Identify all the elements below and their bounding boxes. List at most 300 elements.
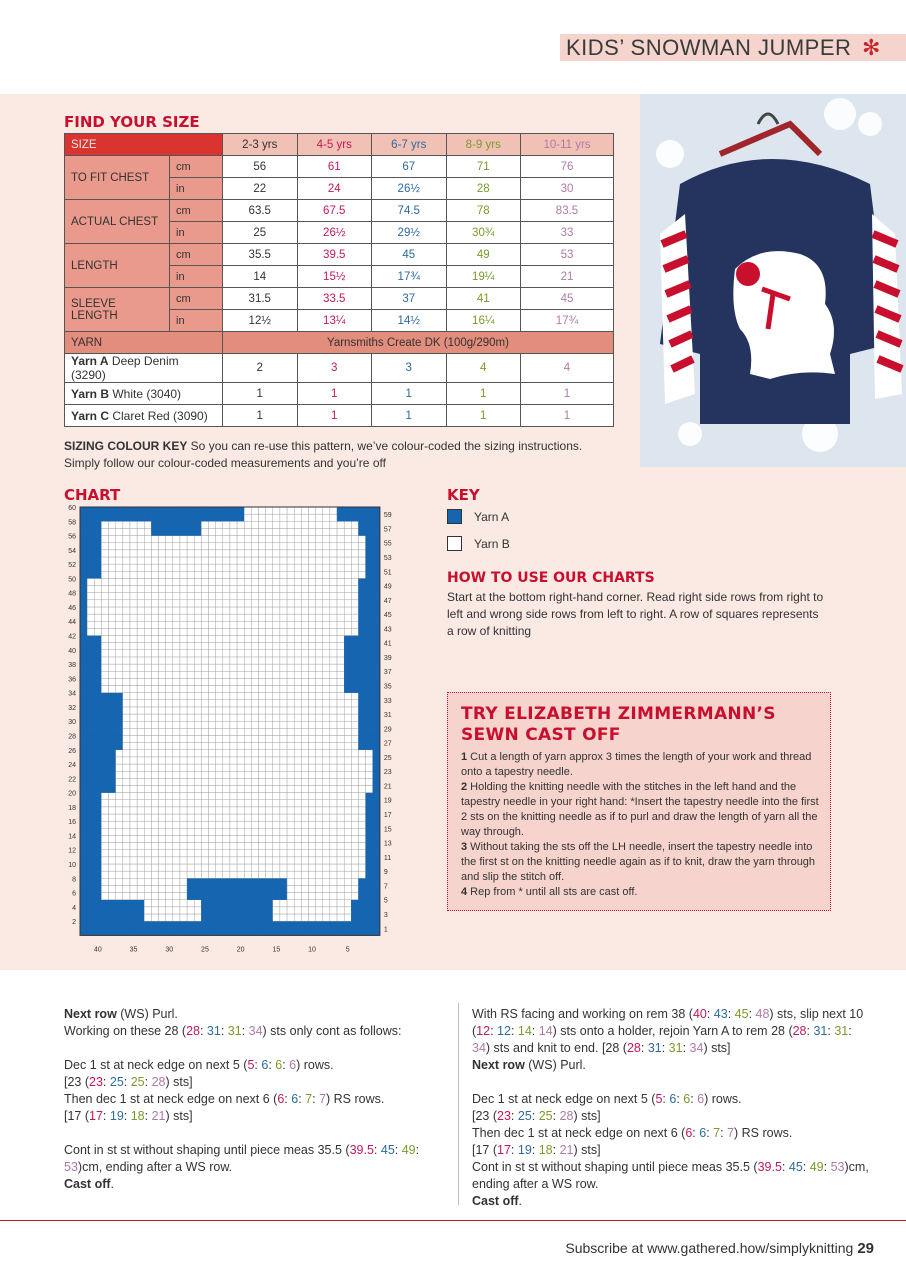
chart-cell [316,864,323,871]
chart-cell [201,528,208,535]
table-cell: 24 [297,178,372,200]
chart-cell [216,593,223,600]
chart-cell [237,521,244,528]
chart-cell [358,850,365,857]
chart-cell [294,614,301,621]
chart-cell [280,714,287,721]
chart-cell [273,714,280,721]
chart-cell [173,893,180,900]
chart-cell [316,514,323,521]
chart-cell [209,835,216,842]
chart-cell [137,793,144,800]
chart-cell [201,893,208,900]
chart-cell [308,714,315,721]
chart-cell [351,507,358,514]
chart-cell [266,550,273,557]
yarn-brand: Yarnsmiths Create DK (100g/290m) [223,332,614,354]
chart-cell [137,543,144,550]
tip-step [461,840,821,885]
chart-cell [109,907,116,914]
chart-axis-label: 19 [383,797,392,805]
chart-cell [123,807,130,814]
chart-cell [159,557,166,564]
chart-axis-label: 55 [383,540,392,548]
chart-cell [101,564,108,571]
chart-cell [373,821,380,828]
chart-cell [216,807,223,814]
chart-cell [159,721,166,728]
chart-cell [87,885,94,892]
chart-cell [301,643,308,650]
chart-cell [280,821,287,828]
chart-cell [266,914,273,921]
chart-cell [94,650,101,657]
chart-cell [251,893,258,900]
chart-cell [337,607,344,614]
chart-cell [294,907,301,914]
chart-cell [216,850,223,857]
chart-cell [123,650,130,657]
chart-cell [223,793,230,800]
chart-cell [216,643,223,650]
chart-cell [101,571,108,578]
chart-cell [280,557,287,564]
chart-cell [123,793,130,800]
chart-cell [337,657,344,664]
chart-cell [151,700,158,707]
chart-cell [373,636,380,643]
chart-cell [244,564,251,571]
chart-cell [237,893,244,900]
chart-cell [116,550,123,557]
chart-cell [301,771,308,778]
chart-cell [101,907,108,914]
chart-cell [373,843,380,850]
chart-cell [166,800,173,807]
chart-cell [87,607,94,614]
chart-cell [137,850,144,857]
chart-cell [251,621,258,628]
chart-cell [294,657,301,664]
chart-cell [201,743,208,750]
chart-cell [287,578,294,585]
chart-cell [344,600,351,607]
chart-cell [351,907,358,914]
chart-cell [230,735,237,742]
chart-cell [358,607,365,614]
chart-cell [230,557,237,564]
chart-cell [209,536,216,543]
chart-cell [230,793,237,800]
chart-cell [137,557,144,564]
chart-cell [137,921,144,928]
chart-cell [308,514,315,521]
chart-cell [373,721,380,728]
chart-cell [216,650,223,657]
chart-cell [316,607,323,614]
chart-cell [301,807,308,814]
chart-cell [209,614,216,621]
chart-axis-label: 42 [68,633,76,641]
chart-cell [373,928,380,935]
chart-cell [287,900,294,907]
chart-cell [244,678,251,685]
chart-cell [187,743,194,750]
chart-cell [201,900,208,907]
chart-cell [180,728,187,735]
chart-cell [316,578,323,585]
chart-cell [251,850,258,857]
chart-cell [87,893,94,900]
chart-cell [358,871,365,878]
chart-cell [280,686,287,693]
chart-cell [144,686,151,693]
subscribe-link[interactable]: Subscribe at www.gathered.how/simplyknitting [565,1240,854,1256]
chart-cell [308,621,315,628]
chart-cell [323,636,330,643]
chart-cell [273,835,280,842]
chart-cell [209,671,216,678]
chart-cell [373,571,380,578]
chart-cell [280,928,287,935]
chart-cell [344,550,351,557]
chart-cell [223,835,230,842]
chart-cell [187,643,194,650]
chart-cell [237,743,244,750]
chart-cell [351,921,358,928]
chart-cell [180,686,187,693]
chart-cell [144,807,151,814]
chart-cell [130,671,137,678]
chart-cell [323,850,330,857]
chart-cell [273,678,280,685]
chart-cell [166,821,173,828]
chart-cell [259,636,266,643]
chart-cell [358,686,365,693]
chart-cell [87,850,94,857]
chart-cell [180,571,187,578]
chart-cell [180,921,187,928]
chart-cell [216,750,223,757]
chart-cell [116,521,123,528]
chart-cell [144,750,151,757]
chart-cell [373,600,380,607]
chart-cell [80,528,87,535]
chart-cell [216,907,223,914]
chart-cell [273,536,280,543]
chart-cell [237,907,244,914]
chart-cell [94,714,101,721]
chart-cell [337,621,344,628]
chart-cell [230,600,237,607]
chart-cell [344,928,351,935]
instruction-line: Cont in st st without shaping until piece meas 35.5 (39.5: 45: 49: 53)cm, ending after a WS row. [64,1143,420,1174]
chart-cell [187,571,194,578]
chart-cell [209,857,216,864]
chart-cell [323,785,330,792]
chart-cell [194,764,201,771]
chart-cell [237,578,244,585]
chart-cell [230,643,237,650]
chart-cell [144,850,151,857]
chart-cell [237,636,244,643]
chart-cell [358,571,365,578]
tip-step [461,780,821,840]
chart-cell [223,607,230,614]
yarn-desc: Claret Red (3090) [109,408,208,423]
chart-cell [94,521,101,528]
chart-cell [109,686,116,693]
chart-cell [323,536,330,543]
chart-cell [180,835,187,842]
chart-cell [351,885,358,892]
chart-cell [337,878,344,885]
chart-cell [116,900,123,907]
chart-cell [116,686,123,693]
chart-cell [101,800,108,807]
chart-cell [194,664,201,671]
chart-cell [151,864,158,871]
chart-cell [323,743,330,750]
chart-cell [351,807,358,814]
chart-cell [351,764,358,771]
chart-cell [259,650,266,657]
chart-cell [358,671,365,678]
chart-cell [301,743,308,750]
chart-cell [101,521,108,528]
chart-cell [344,593,351,600]
chart-cell [294,835,301,842]
chart-cell [194,536,201,543]
chart-cell [194,793,201,800]
chart-cell [244,778,251,785]
chart-cell [373,557,380,564]
chart-cell [116,778,123,785]
chart-cell [373,700,380,707]
chart-cell [244,885,251,892]
chart-cell [280,536,287,543]
chart-cell [159,543,166,550]
chart-cell [251,514,258,521]
chart-cell [351,607,358,614]
chart-cell [87,593,94,600]
chart-cell [94,921,101,928]
size-col: 10-11 yrs [521,134,614,156]
chart-cell [130,907,137,914]
chart-cell [159,843,166,850]
chart-cell [201,671,208,678]
chart-cell [366,864,373,871]
chart-cell [280,893,287,900]
chart-cell [373,743,380,750]
chart-cell [123,900,130,907]
chart-cell [166,528,173,535]
chart-cell [159,814,166,821]
chart-cell [80,607,87,614]
chart-cell [194,707,201,714]
chart-cell [144,728,151,735]
chart-cell [151,835,158,842]
chart-cell [144,885,151,892]
chart-cell [187,543,194,550]
chart-cell [287,514,294,521]
chart-cell [173,528,180,535]
chart-cell [144,521,151,528]
chart-cell [273,600,280,607]
chart-cell [294,914,301,921]
chart-cell [101,828,108,835]
chart-cell [144,671,151,678]
chart-cell [130,636,137,643]
chart-cell [266,907,273,914]
chart-cell [259,864,266,871]
chart-cell [151,900,158,907]
chart-cell [351,800,358,807]
chart-cell [194,743,201,750]
chart-cell [109,528,116,535]
chart-cell [273,907,280,914]
chart-cell [87,621,94,628]
chart-cell [344,764,351,771]
chart-cell [201,586,208,593]
chart-cell [173,693,180,700]
chart-cell [251,814,258,821]
table-cell: 67.5 [297,200,372,222]
chart-cell [166,607,173,614]
chart-cell [130,843,137,850]
chart-cell [244,686,251,693]
chart-cell [251,707,258,714]
chart-cell [101,536,108,543]
chart-cell [280,528,287,535]
chart-cell [266,778,273,785]
chart-cell [80,550,87,557]
chart-cell [109,650,116,657]
chart-cell [316,586,323,593]
footer-rule [0,1220,906,1221]
chart-cell [366,828,373,835]
chart-cell [366,550,373,557]
chart-cell [301,843,308,850]
chart-cell [316,686,323,693]
chart-cell [180,785,187,792]
chart-cell [87,686,94,693]
chart-cell [351,636,358,643]
chart-cell [87,693,94,700]
chart-cell [366,721,373,728]
table-cell: 49 [446,244,521,266]
chart-cell [151,578,158,585]
chart-axis-label: 18 [68,804,76,812]
chart-cell [137,621,144,628]
chart-cell [237,700,244,707]
chart-cell [330,514,337,521]
chart-cell [159,785,166,792]
chart-cell [273,586,280,593]
chart-cell [237,878,244,885]
chart-cell [137,807,144,814]
chart-cell [301,514,308,521]
chart-cell [308,600,315,607]
chart-cell [344,686,351,693]
chart-cell [316,728,323,735]
chart-axis-label: 59 [383,512,392,520]
unit-label: cm [170,200,223,222]
chart-cell [273,843,280,850]
chart-axis-label: 51 [383,569,392,577]
chart-cell [259,671,266,678]
chart-cell [259,693,266,700]
chart-cell [144,928,151,935]
chart-cell [216,657,223,664]
chart-cell [294,893,301,900]
chart-cell [101,557,108,564]
chart-cell [166,757,173,764]
chart-cell [237,564,244,571]
chart-cell [166,586,173,593]
table-cell: 1 [372,405,447,427]
chart-cell [187,600,194,607]
chart-cell [80,778,87,785]
chart-cell [109,878,116,885]
chart-cell [373,564,380,571]
chart-cell [244,814,251,821]
chart-cell [230,721,237,728]
chart-cell [266,850,273,857]
chart-cell [144,693,151,700]
chart-cell [344,693,351,700]
chart-cell [151,743,158,750]
chart-cell [294,507,301,514]
chart-cell [173,843,180,850]
chart-cell [230,636,237,643]
chart-cell [201,686,208,693]
chart-cell [151,757,158,764]
chart-cell [223,900,230,907]
column-divider [458,1003,459,1205]
chart-cell [266,693,273,700]
chart-cell [166,693,173,700]
chart-cell [130,921,137,928]
chart-cell [237,571,244,578]
chart-cell [280,707,287,714]
chart-cell [180,507,187,514]
chart-cell [87,614,94,621]
chart-cell [244,864,251,871]
chart-cell [201,521,208,528]
chart-cell [109,536,116,543]
chart-cell [337,557,344,564]
chart-cell [123,885,130,892]
table-cell: 1 [446,383,521,405]
chart-cell [301,678,308,685]
chart-cell [230,507,237,514]
chart-cell [173,621,180,628]
chart-cell [273,564,280,571]
chart-cell [280,871,287,878]
chart-cell [273,593,280,600]
chart-cell [351,571,358,578]
chart-cell [344,586,351,593]
chart-cell [173,643,180,650]
chart-cell [130,557,137,564]
chart-cell [287,907,294,914]
star-icon: ✻ [862,35,881,60]
chart-cell [80,750,87,757]
chart-cell [373,507,380,514]
chart-cell [173,814,180,821]
chart-cell [194,557,201,564]
